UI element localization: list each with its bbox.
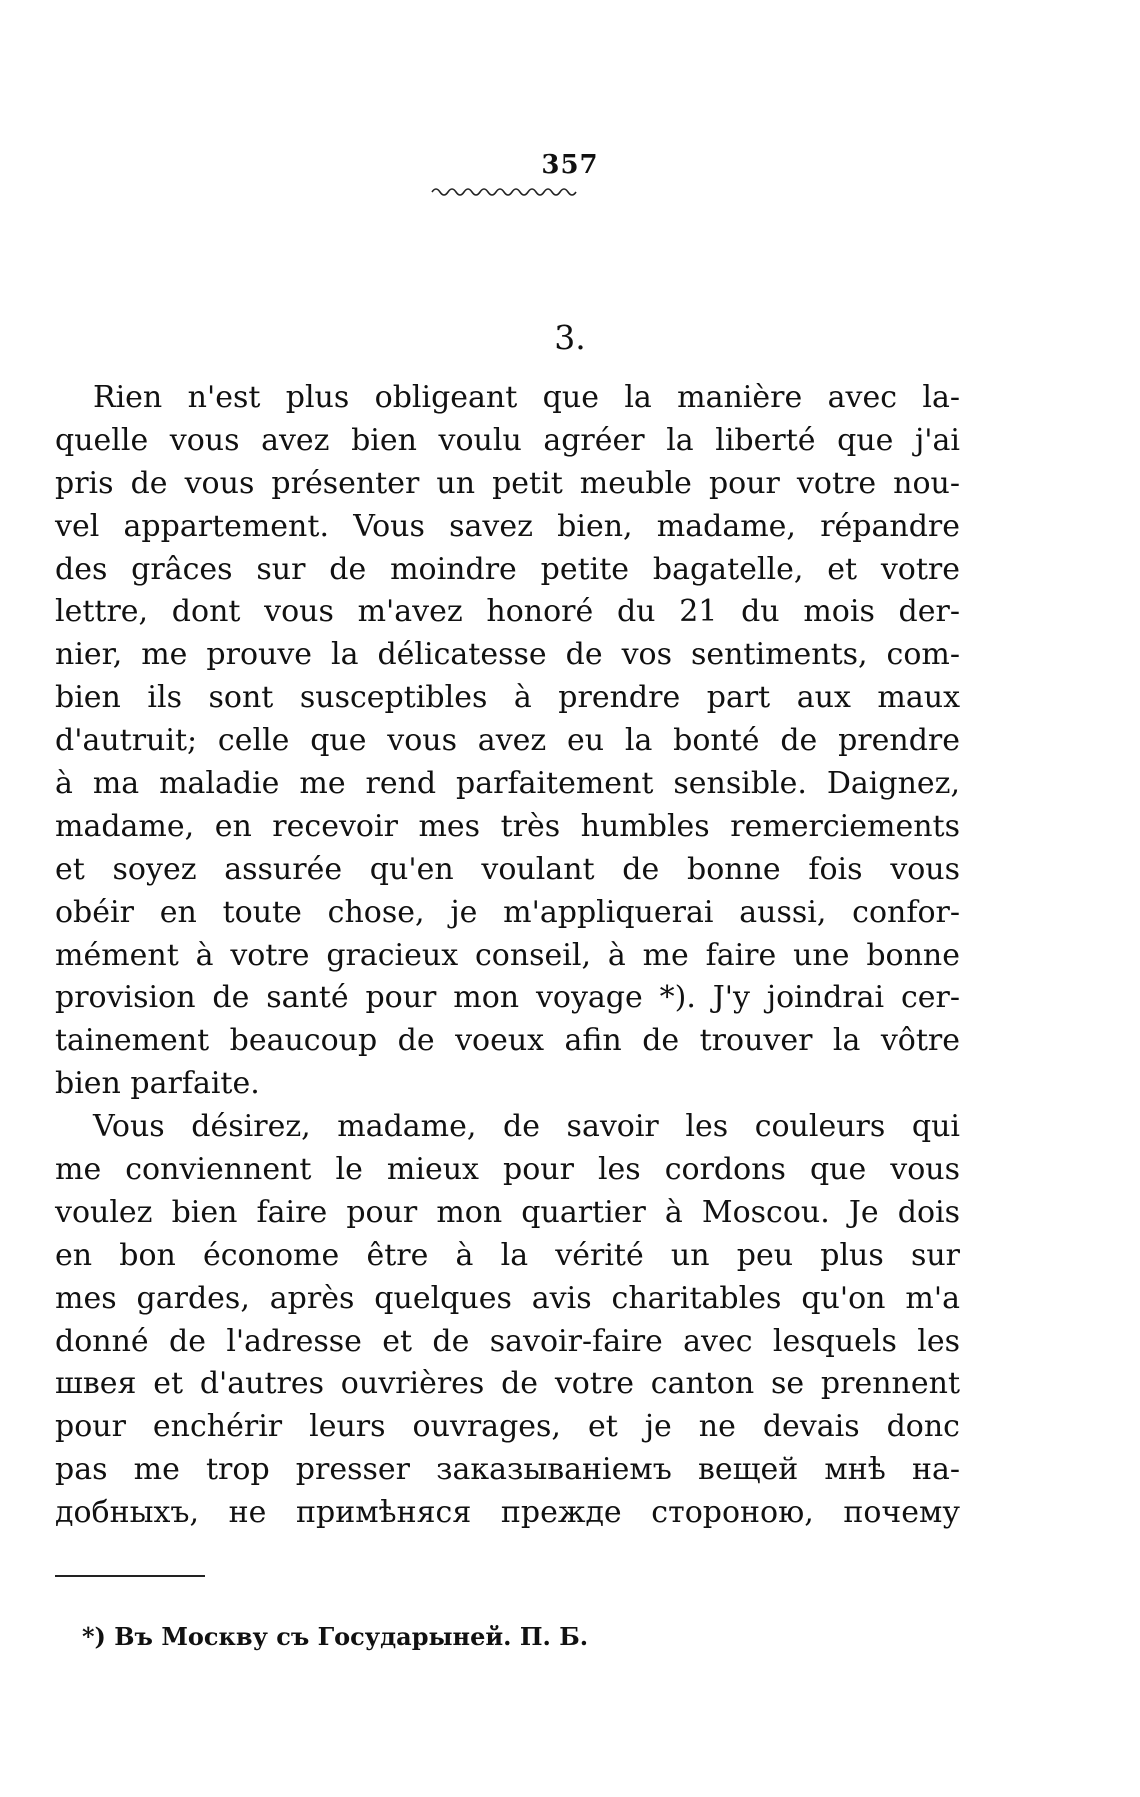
text-line: donné de l'adresse et de savoir-faire avec lesquels les xyxy=(55,1323,960,1359)
text-line: lettre, dont vous m'avez honoré du 21 du mois der- xyxy=(55,594,960,630)
text-line: mes gardes, après quelques avis charitables qu'on m'a xyxy=(55,1280,960,1316)
text-line: tainement beaucoup de voeux afin de trouver la vôtre xyxy=(55,1023,960,1059)
text-line: d'autruit; celle que vous avez eu la bonté de prendre xyxy=(55,723,960,759)
text-line: bien parfaite. xyxy=(55,1066,260,1102)
letter-body xyxy=(55,377,960,1535)
section-number: 3. xyxy=(554,318,586,357)
footnote-divider xyxy=(55,1575,205,1577)
text-line: provision de santé pour mon voyage *). J'y joindrai cer- xyxy=(55,980,960,1016)
text-line: vel appartement. Vous savez bien, madame, répandre xyxy=(55,508,960,544)
text-line: en bon économe être à la vérité un peu plus sur xyxy=(55,1237,960,1273)
text-line: Vous désirez, madame, de savoir les couleurs qui xyxy=(93,1109,960,1145)
text-line: nier, me prouve la délicatesse de vos sentiments, com- xyxy=(55,637,960,673)
text-line: mément à votre gracieux conseil, à me faire une bonne xyxy=(55,937,960,973)
text-line: obéir en toute chose, je m'appliquerai aussi, confor- xyxy=(55,894,960,930)
text-line: добныхъ, не примѣняся прежде стороною, почему xyxy=(55,1495,960,1531)
text-line: madame, en recevoir mes très humbles remerciements xyxy=(55,808,960,844)
text-line: et soyez assurée qu'en voulant de bonne fois vous xyxy=(55,851,960,887)
text-line: Rien n'est plus obligeant que la manière avec la- xyxy=(93,380,960,415)
page-number: 357 xyxy=(541,150,599,180)
text-line: швея et d'autres ouvrières de votre canton se prennent xyxy=(55,1366,960,1402)
text-line: bien ils sont susceptibles à prendre part aux maux xyxy=(55,680,960,716)
text-line: des grâces sur de moindre petite bagatelle, et votre xyxy=(55,551,960,587)
text-line: pris de vous présenter un petit meuble pour votre nou- xyxy=(55,465,960,501)
footnote: *) Въ Москву съ Государыней. П. Б. xyxy=(82,1622,589,1651)
text-line: voulez bien faire pour mon quartier à Moscou. Je dois xyxy=(55,1194,960,1230)
wavy-rule-ornament xyxy=(430,185,580,199)
text-line: à ma maladie me rend parfaitement sensible. Daignez, xyxy=(55,766,960,802)
text-line: me conviennent le mieux pour les cordons que vous xyxy=(55,1152,960,1188)
text-line: pour enchérir leurs ouvrages, et je ne devais donc xyxy=(55,1409,960,1445)
text-line: pas me trop presser заказываніемъ вещей мнѣ на- xyxy=(55,1452,960,1488)
text-line: quelle vous avez bien voulu agréer la liberté que j'ai xyxy=(55,422,960,458)
